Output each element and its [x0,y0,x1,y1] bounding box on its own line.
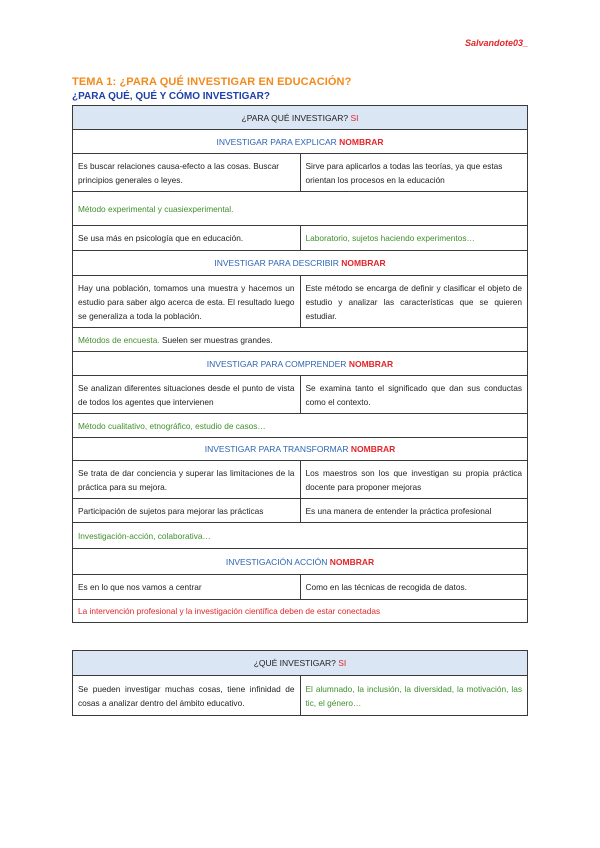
section-title: INVESTIGAR PARA TRANSFORMAR [204,444,349,454]
page-subtitle: ¿PARA QUÉ, QUÉ Y CÓMO INVESTIGAR? [72,91,270,102]
method-note: Método experimental y cuasiexperimental. [73,192,528,226]
table-flag: SI [338,658,347,668]
section-title: INVESTIGAR PARA DESCRIBIR [214,258,339,268]
table-question: ¿PARA QUÉ INVESTIGAR? [241,112,349,123]
section-heading [73,251,528,276]
table-header [73,106,528,130]
section-tag: NOMBRAR [350,444,396,454]
method-note [73,328,528,352]
section-title: INVESTIGAR PARA COMPRENDER [206,358,347,369]
cell-right: Se examina tanto el significado que dan sus conductas como el contexto. [300,376,528,414]
table-row [73,461,528,499]
section-tag: NOMBRAR [329,556,375,567]
cell-right: Como en las técnicas de recogida de datos. [300,575,528,600]
method-note-black: Suelen ser muestras grandes. [159,334,273,345]
cell-right: Sirve para aplicarlos a todas las teorías, ya que estas orientan los procesos en la educación [300,154,528,192]
method-note: Método cualitativo, etnográfico, estudio de casos… [73,414,528,438]
table-header [73,651,528,676]
table-row [73,575,528,600]
cell-left: Es buscar relaciones causa-efecto a las cosas. Buscar principios generales o leyes. [73,154,301,192]
section-heading [73,549,528,575]
section-heading [73,438,528,461]
page-title: TEMA 1: ¿PARA QUÉ INVESTIGAR EN EDUCACIÓN? [72,76,352,88]
cell-right: Es una manera de entender la práctica profesional [300,499,528,523]
cell-left: Se pueden investigar muchas cosas, tiene infinidad de cosas a analizar dentro del ámbito educativo. [73,676,301,716]
table-row [73,499,528,523]
what-table [72,650,528,716]
section-heading-row [73,130,528,154]
method-note: La intervención profesional y la investigación científica deben de estar conectadas [73,600,528,623]
section-tag: NOMBRAR [348,358,394,369]
purposes-table [72,105,528,623]
table-row [73,376,528,414]
cell-left: Es en lo que nos vamos a centrar [73,575,301,600]
section-heading-row [73,549,528,575]
cell-right: Este método se encarga de definir y clasificar el objeto de estudio y analizar las características que se quieren estudiar. [300,276,528,328]
section-heading [73,352,528,376]
section-tag: NOMBRAR [341,258,386,268]
author-watermark: Salvandote03_ [464,38,528,48]
cell-left: Participación de sujetos para mejorar las prácticas [73,499,301,523]
table-header-row [73,651,528,676]
section-title: INVESTIGAR PARA EXPLICAR [216,136,337,147]
section-heading [73,130,528,154]
table-row [73,676,528,716]
table-row [73,600,528,623]
section-heading-row [73,251,528,276]
section-heading-row [73,352,528,376]
section-tag: NOMBRAR [339,136,384,147]
table-row [73,226,528,251]
cell-left: Se analizan diferentes situaciones desde el punto de vista de todos los agentes que intervienen [73,376,301,414]
table-row [73,523,528,549]
cell-left: Se trata de dar conciencia y superar las limitaciones de la práctica para su mejora. [73,461,301,499]
cell-right: Laboratorio, sujetos haciendo experimentos… [300,226,528,251]
section-heading-row [73,438,528,461]
cell-right: El alumnado, la inclusión, la diversidad, la motivación, las tic, el género… [300,676,528,716]
table-row [73,276,528,328]
table-row [73,328,528,352]
table-row [73,154,528,192]
cell-left: Se usa más en psicología que en educación. [73,226,301,251]
method-note: Investigación-acción, colaborativa… [73,523,528,549]
cell-right: Los maestros son los que investigan su propia práctica docente para proponer mejoras [300,461,528,499]
table-row [73,192,528,226]
table-row [73,414,528,438]
section-title: INVESTIGACIÓN ACCIÓN [225,556,328,567]
table-flag: SI [350,112,359,123]
table-question: ¿QUÉ INVESTIGAR? [253,658,336,668]
table-header-row [73,106,528,130]
method-note-green: Métodos de encuesta. [78,334,160,345]
cell-left: Hay una población, tomamos una muestra y hacemos un estudio para saber algo acerca de esta. El resultado luego se generaliza a toda la población. [73,276,301,328]
